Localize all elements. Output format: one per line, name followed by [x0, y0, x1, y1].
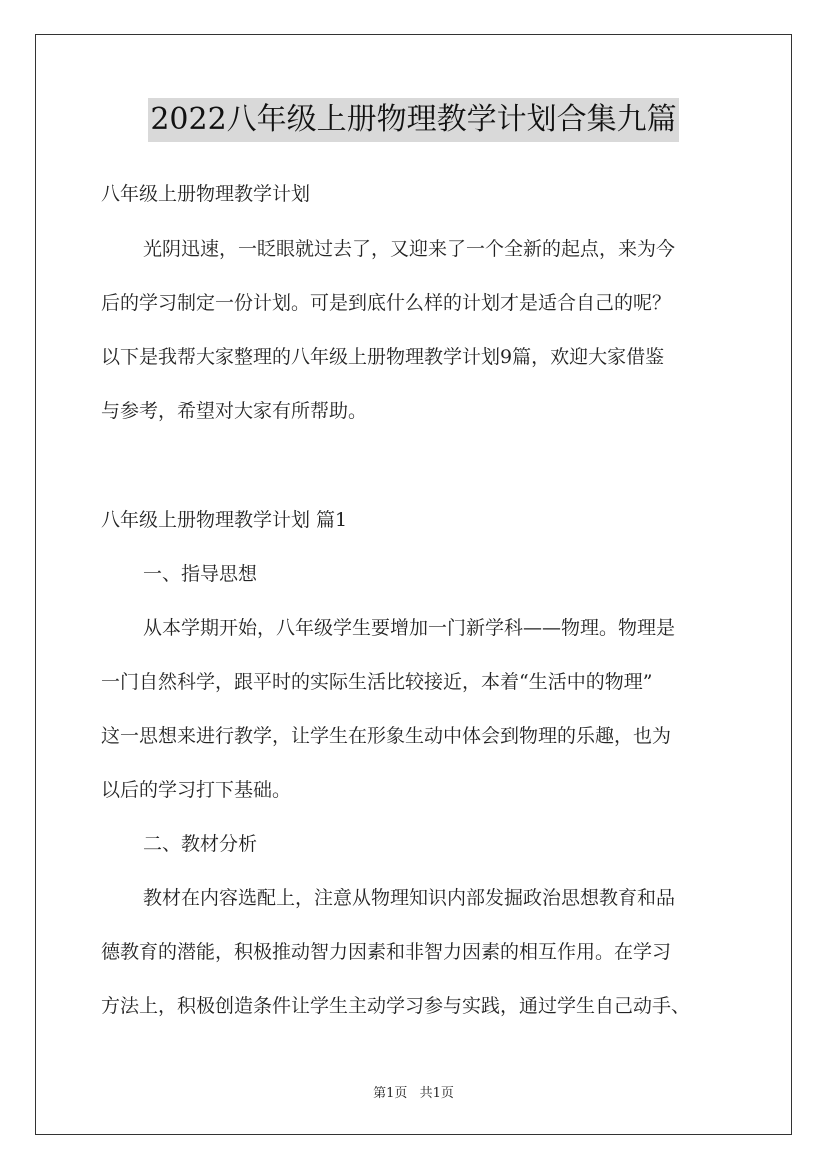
paragraph-line: 以后的学习打下基础。 — [101, 779, 292, 801]
page-number: 第1页 — [373, 1086, 408, 1101]
title-container — [0, 98, 827, 142]
paragraph-line: 光阴迅速，一眨眼就过去了，又迎来了一个全新的起点，来为今 — [143, 238, 676, 260]
section-heading: 八年级上册物理教学计划 — [101, 183, 311, 205]
paragraph-line: 后的学习制定一份计划。可是到底什么样的计划才是适合自己的呢？ — [101, 292, 672, 314]
section-heading: 八年级上册物理教学计划 篇1 — [101, 509, 348, 531]
document-title: 2022八年级上册物理教学计划合集九篇 — [148, 98, 678, 142]
paragraph-line: 与参考，希望对大家有所帮助。 — [101, 400, 368, 422]
paragraph-line: 这一思想来进行教学，让学生在形象生动中体会到物理的乐趣，也为 — [101, 725, 672, 747]
paragraph-line: 从本学期开始，八年级学生要增加一门新学科——物理。物理是 — [143, 617, 676, 639]
page-total: 共1页 — [419, 1086, 454, 1101]
subheading: 二、教材分析 — [143, 833, 258, 855]
paragraph-line: 一门自然科学，跟平时的实际生活比较接近，本着“生活中的物理” — [101, 671, 653, 693]
paragraph-line: 教材在内容选配上，注意从物理知识内部发掘政治思想教育和品 — [143, 887, 676, 909]
paragraph-line: 德教育的潜能，积极推动智力因素和非智力因素的相互作用。在学习 — [101, 941, 672, 963]
paragraph-line: 方法上，积极创造条件让学生主动学习参与实践，通过学生自己动手、 — [101, 995, 691, 1017]
subheading: 一、指导思想 — [143, 563, 258, 585]
paragraph-line: 以下是我帮大家整理的八年级上册物理教学计划9篇，欢迎大家借鉴 — [101, 346, 665, 368]
page-footer — [0, 1082, 827, 1101]
